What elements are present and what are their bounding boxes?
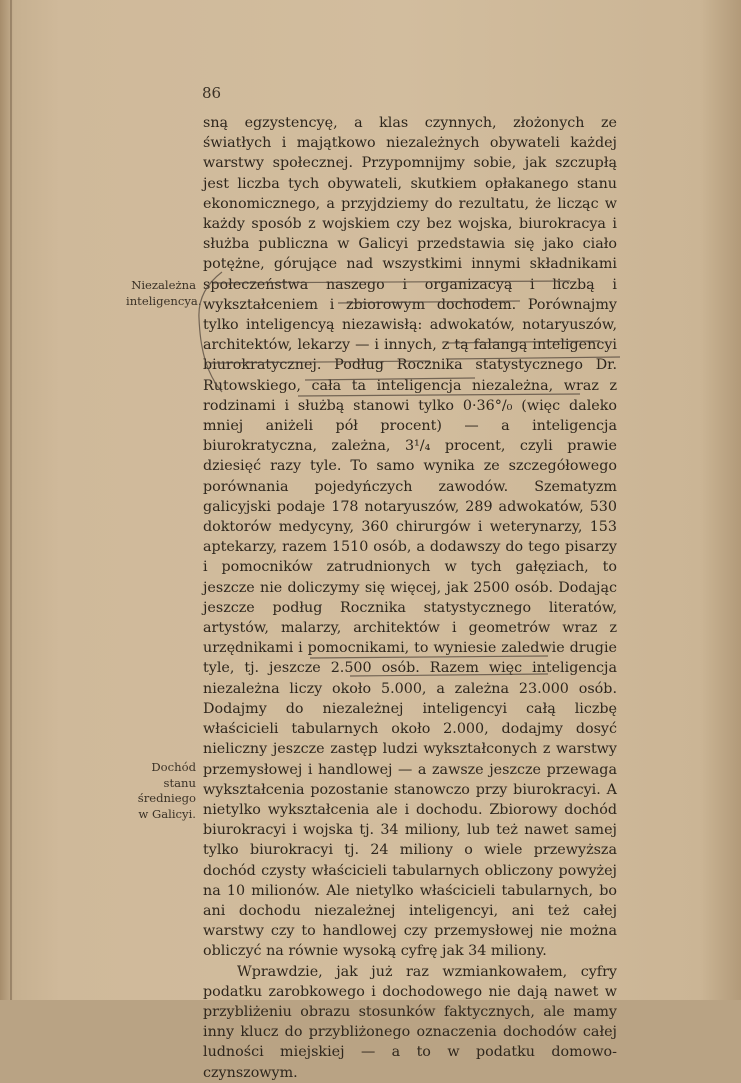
body-text [203,113,617,1083]
margin-note-middle-class-income [126,760,196,822]
margin-note-line: inteligencya. [126,293,202,308]
paragraph: sną egzystencyę, a klas czynnych, złożonych ze światłych i majątkowo niezależnych obywateli każdej warstwy społecznej. Przypomnijmy sobie, jak szczupłą jest liczba tych obywateli, skutkiem opłakanego stanu ekonomicznego, a przyjdziemy do rezultatu, że licząc w każdy sposób z wojskiem czy bez wojska, biurokracya i służba publiczna w Galicyi przedstawia się jako ciało potężne, górujące nad wszystkimi innymi składnikami społeczeństwa naszego i organizacyą i liczbą i wykształceniem i zbiorowym dochodem. Porównajmy tylko inteligencyą niezawisłą: adwokatów, notaryuszów, architektów, lekarzy — i innych, z tą falangą inteligencyi biurokratycznej. Podług Rocznika statystycznego Dr. Rutowskiego, cała ta inteligencja niezależna, wraz z rodzinami i służbą stanowi tylko 0·36°/₀ (więc daleko mniej aniżeli pół procent) — a inteligencja biurokratyczna, zależna, 3¹/₄ procent, czyli prawie dziesięć razy tyle. To samo wynika ze szczegółowego porównania pojedyńczych zawodów. Szematyzm galicyjski podaje 178 notaryuszów, 289 adwokatów, 530 doktorów medycyny, 360 chirurgów i weterynarzy, 153 aptekarzy, razem 1510 osób, a dodawszy do tego pisarzy i pomocników zatrudnionych w tych gałęziach, to jeszcze nie doliczymy się więcej, jak 2500 osób. Dodając jeszcze podług Rocznika statystycznego literatów, artystów, malarzy, architektów i geometrów wraz z urzędnikami i pomocnikami, to wyniesie zaledwie drugie tyle, tj. jeszcze 2.500 osób. Razem więc inteligencja niezależna liczy około 5.000, a zależna 23.000 osób. Dodajmy do niezależnej inteligencyi całą liczbę właścicieli tabularnych około 2.000, dodajmy dosyć nieliczny jeszcze zastęp ludzi wykształconych z warstwy przemysłowej i handlowej — a zawsze jeszcze przewaga wykształcenia pozostanie stanowczo przy biurokracyi. A nietylko wykształcenia ale i dochodu. Zbiorowy dochód biurokracyi i wojska tj. 34 miliony, lub też nawet samej tylko biurokracyi tj. 24 miliony o wiele przewyższa dochód czysty właścicieli tabularnych obliczony powyżej na 10 milionów. Ale nietylko właścicieli tabularnych, bo ani dochodu niezależnej inteligencyi, ani też całej warstwy czy to handlowej czy przemysłowej nie można obliczyć na równie wysoką cyfrę jak 34 miliony. [203,115,617,960]
page-number: 86 [202,84,222,102]
margin-note-line: Dochód [151,760,196,774]
margin-note-line: w Galicyi. [138,806,196,821]
page-edge-shadow [10,0,12,1000]
margin-note-line: średniego [137,791,196,805]
margin-note-line: Niezależna [131,278,196,292]
paragraph: Wprawdzie, jak już raz wzmiankowałem, cyfry podatku zarobkowego i dochodowego nie dają nawet w przybliżeniu obrazu stosunków faktycznych, ale mamy inny klucz do przybliżonego oznaczenia dochodów całej ludności miejskiej — a to w podatku domowo-czynszowym. [203,963,617,1081]
margin-note-independent-intelligentsia [126,278,202,309]
margin-note-line: stanu [163,775,196,790]
